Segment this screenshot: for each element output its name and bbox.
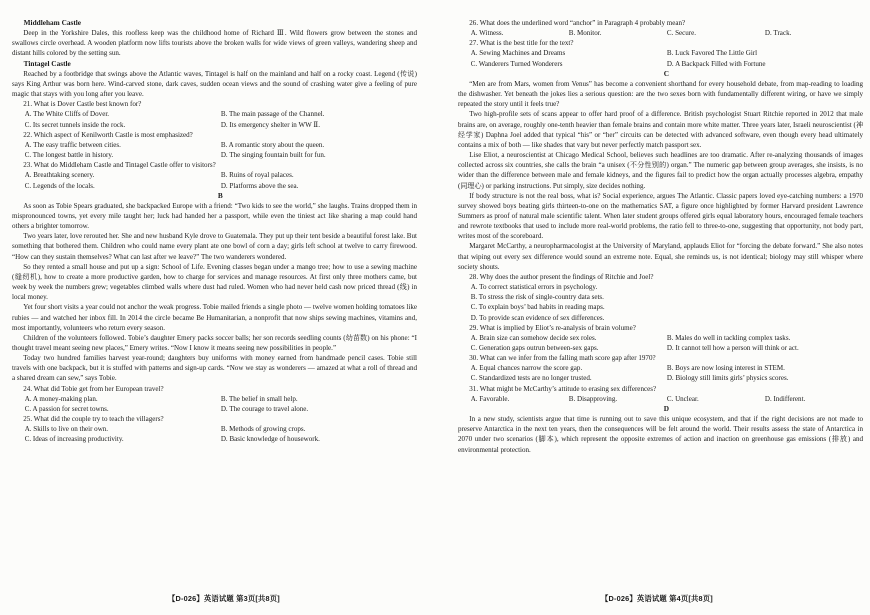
passage-b-paragraph-3: So they rented a small house and put up a sign: School of Life. Evening classes began under a mango tree; how to use a sewing machine (缝纫机), how to create a more productive garden, how to charge for services and manage resources. At first only three mothers came, but week by week the numbers grew; vegetables climbed walls where dust had ruled. Women who had never held cash now priced thread (线) in local money. [12, 262, 417, 302]
option-a[interactable]: A. Equal chances narrow the score gap. [470, 364, 583, 373]
option-b[interactable]: B. Luck Favored The Little Girl [666, 49, 758, 58]
section-c-heading: C [663, 68, 669, 78]
middleham-paragraph: Deep in the Yorkshire Dales, this roofless keep was the childhood home of Richard Ⅲ. Wild flowers grow between the stones and swallows circle overhead. A wooden platform now lifts tourists above the broken walls for wide views of green valleys, wandering sheep and distant hills colored by the setting sun. [12, 29, 417, 58]
option-b[interactable]: B. The main passage of the Channel. [220, 110, 325, 119]
tintagel-paragraph: Reached by a footbridge that swings above the Atlantic waves, Tintagel is half on the mainland and half on a rocky coast. Legend (传说) says King Arthur was born here. Wind-carved stone, dark caves, sudden ocean views and the sound of crashing water give a feeling of pure magic that stays with you long after you leave. [12, 69, 417, 99]
question-30 [458, 353, 863, 383]
option-c[interactable]: C. Secure. [666, 29, 697, 38]
option-d[interactable]: D. The singing fountain built for fun. [220, 151, 326, 160]
question-stem: 27. What is the best title for the text? [469, 39, 574, 48]
question-stem: 29. What is implied by Eliot’s re-analysis of brain volume? [469, 323, 636, 332]
passage-c-paragraph-5: Margaret McCarthy, a neuropharmacologist at the University of Maryland, applauds Eliot for “forcing the debate forward.” She also notes that wiping out every sex difference would sound an extreme note. Equal, she reminds us, is not identical; biology may still whisper where society shouts. [458, 242, 863, 271]
question-stem: 28. Why does the author present the findings of Ritchie and Joel? [469, 272, 654, 281]
option-c[interactable]: C. Ideas of increasing productivity. [24, 435, 124, 444]
option-b[interactable]: B. To stress the risk of single-country data sets. [470, 293, 604, 302]
question-31 [458, 384, 863, 404]
question-options [12, 140, 417, 160]
passage-b-paragraph-6: Today two hundred families harvest year-round; daughters buy uniforms with money earned from handmade pencil cases. Tobie still travels with one backpack, but it is stuffed with patterns and sign-up cards. “Now we stay as wonderers — amazed at what a roll of thread and a shared dream can sew,” says Tobie. [12, 354, 417, 383]
question-stem: 30. What can we infer from the falling math score gap after 1970? [469, 354, 656, 363]
option-b[interactable]: B. The belief in small help. [220, 394, 298, 403]
question-22 [12, 130, 417, 160]
option-c[interactable]: C. Standardized tests are no longer trusted. [470, 374, 592, 383]
option-b[interactable]: B. Males do well in tackling complex tasks. [666, 333, 791, 342]
option-d[interactable]: D. A Backpack Filled with Fortune [666, 59, 766, 68]
option-b[interactable]: B. Boys are now losing interest in STEM. [666, 364, 785, 373]
option-c[interactable]: C. Legends of the locals. [24, 181, 95, 190]
option-b[interactable]: B. Disapproving. [568, 394, 618, 403]
question-options [458, 48, 863, 68]
question-stem: 22. Which aspect of Kenilworth Castle is most emphasized? [23, 130, 193, 139]
option-a[interactable]: A. The White Cliffs of Dover. [24, 110, 110, 119]
passage-b-paragraph-4: Yet four short visits a year could not anchor the weak progress. Tobie mailed friends a single photo — twelve women holding tomatoes like rubies — and watched her inbox fill. In 2014 the circle became Be Humanitarian, a nonprofit that now ships sewing machines, vitamins and, most importantly, volunteers who return every season. [12, 303, 417, 332]
question-28 [458, 272, 863, 323]
question-options [458, 282, 863, 323]
question-stem: 31. What might be McCarthy’s attitude to erasing sex differences? [469, 384, 657, 393]
option-a[interactable]: A. Brain size can somehow decide sex roles. [470, 333, 597, 342]
question-24 [12, 384, 417, 414]
option-d[interactable]: D. Indifferent. [764, 394, 806, 403]
option-a[interactable]: A. To correct statistical errors in psychology. [470, 283, 598, 292]
question-27 [458, 38, 863, 68]
option-c[interactable]: C. Wanderers Turned Wonderers [470, 59, 563, 68]
option-c[interactable]: C. The longest battle in history. [24, 151, 114, 160]
passage-b-paragraph-5: Children of the volunteers followed. Tobie’s daughter Emery packs soccer balls; her son records seedling counts (幼苗数) on his phone: “I thought travel meant seeing new places,” Emery writes. “Now I know it means seeing new possibilities in people.” [12, 333, 417, 352]
question-stem: 26. What does the underlined word “anchor” in Paragraph 4 probably mean? [469, 19, 686, 27]
question-stem: 25. What did the couple try to teach the villagers? [23, 415, 164, 424]
question-options [12, 109, 417, 129]
question-stem: 24. What did Tobie get from her European travel? [23, 384, 164, 393]
option-b[interactable]: B. Ruins of royal palaces. [220, 171, 294, 180]
option-b[interactable]: B. A romantic story about the queen. [220, 140, 325, 149]
option-d[interactable]: D. Basic knowledge of housework. [220, 435, 320, 444]
option-d[interactable]: D. Its emergency shelter in WW Ⅱ. [220, 120, 320, 129]
option-c[interactable]: C. Unclear. [666, 394, 699, 403]
question-23 [12, 160, 417, 190]
option-b[interactable]: B. Monitor. [568, 29, 602, 38]
question-options [458, 394, 863, 404]
page-footer-right: 【D-026】英语试题 第4页[共8页] [601, 594, 713, 603]
right-page-column [458, 18, 863, 455]
question-options [12, 424, 417, 444]
option-a[interactable]: A. A money-making plan. [24, 394, 98, 403]
passage-c-paragraph-1: “Men are from Mars, women from Venus” has become a convenient shorthand for every household debate, from map-reading to loading the dishwasher. Yet beneath the jokes lies a serious question: are the two sexes born with fundamentally different wiring, or have we simply repeated the story until it feels true? [458, 79, 863, 109]
question-26 [458, 18, 863, 38]
question-options [458, 28, 863, 38]
option-d[interactable]: D. It cannot tell how a person will think or act. [666, 344, 799, 352]
option-d[interactable]: D. Biology still limits girls’ physics scores. [666, 374, 789, 383]
page-footer-left: 【D-026】英语试题 第3页[共8页] [168, 594, 280, 603]
middleham-heading: Middleham Castle [23, 18, 82, 27]
tintagel-heading: Tintagel Castle [23, 58, 71, 68]
option-c[interactable]: C. Generation gaps outrun between-sex gaps. [470, 344, 599, 352]
section-d-heading: D [663, 403, 669, 413]
option-d[interactable]: D. To provide scan evidence of sex differences. [470, 313, 605, 322]
option-a[interactable]: A. Favorable. [470, 394, 510, 403]
option-c[interactable]: C. To explain boys’ bad habits in reading maps. [470, 303, 605, 312]
option-d[interactable]: D. Platforms above the sea. [220, 181, 299, 190]
passage-b-paragraph-1: As soon as Tobie Spears graduated, she backpacked Europe with a friend: “Two kids to see the world,” she laughs. Trains dropped them in mispronounced towns, yet every mile taught her; luck had handed her a passport, while even the tiniest act like sharing a map could hand others a brighter tomorrow. [12, 201, 417, 231]
passage-c-paragraph-4: If body structure is not the real boss, what is? Social experience, argues The Atlantic. Classic papers loved eye-catching numbers: a 1970 survey showed boys beating girls thirteen-to-one on the mathematics SAT, a figure once highlighted by former Harvard president Lawrence Summers as proof of natural male scientific talent. When later student groups offered girls equal laboratory hours, encouraged female teachers and rewrote textbooks that used to include more real-world problems, the ratio fell to three-to-one, suggesting that opportunity, not body part, writes most of the scoreboard. [458, 191, 863, 241]
question-29 [458, 323, 863, 353]
question-stem: 23. What do Middleham Castle and Tintagel Castle offer to visitors? [23, 161, 216, 170]
question-options [12, 394, 417, 414]
passage-d-paragraph-1: In a new study, scientists argue that time is running out to save this unique ecosystem, and that if the right decisions are not made to preserve Antarctica in the next ten years, then the consequences will be felt around the world. Their results assess the state of Antarctica in 2070 under two scenarios (脚本), which represent the opposite extremes of action and inaction on greenhouse gas emissions (排放) and environmental protection. [458, 415, 863, 454]
question-25 [12, 414, 417, 444]
option-a[interactable]: A. The easy traffic between cities. [24, 140, 121, 149]
option-a[interactable]: A. Witness. [470, 29, 504, 38]
question-options [12, 170, 417, 190]
question-21 [12, 99, 417, 129]
option-d[interactable]: D. The courage to travel alone. [220, 404, 309, 413]
question-options [458, 333, 863, 353]
left-page-column [12, 18, 417, 445]
question-options [458, 363, 863, 383]
option-a[interactable]: A. Skills to live on their own. [24, 425, 109, 434]
option-a[interactable]: A. Breathtaking scenery. [24, 171, 95, 180]
option-b[interactable]: B. Methods of growing crops. [220, 425, 306, 434]
option-c[interactable]: C. Its secret tunnels inside the rock. [24, 120, 126, 129]
passage-c-paragraph-3: Lise Eliot, a neuroscientist at Chicago Medical School, believes such headlines are too dramatic. After re-analyzing thousands of images collected across six countries, she calls the brain “a unisex (不分性别的) organ.” The numeric gap between group averages, she insists, is no wider than the difference between male and female kidneys, and the figures fail to predict how the organ actually processes algebra, empathy (同理心) or parking instructions. Put simply, size decides nothing. [458, 151, 863, 190]
passage-c-paragraph-2: Two high-profile sets of scans appear to offer hard proof of a difference. British psychologist Stuart Ritchie reported in 2012 that male brains are, on average, roughly one-tenth heavier than female brains and contain more white matter. Three years later, Israeli neuroscientist (神经学家) Daphna Joel added that typical “his” or “her” circuits can be detected with advanced software, even though every head ultimately contains a mix of both — like shades that vary but never perfectly match passport sex. [458, 110, 863, 149]
option-c[interactable]: C. A passion for secret towns. [24, 404, 109, 413]
option-d[interactable]: D. Track. [764, 29, 792, 38]
passage-b-paragraph-2: Two years later, love rerouted her. She and new husband Kyle drove to Guatemala. They put up their tent beside a beautiful forest lake. But something that bothered them. Children who could name every plant ate one bowl of corn a day; girls left school at twelve to carry firewood. “How can they sustain themselves? What can last after we leave?” The two wanderers wondered. [12, 232, 417, 261]
section-b-heading: B [217, 190, 223, 200]
option-a[interactable]: A. Sewing Machines and Dreams [470, 49, 566, 58]
questions-21-23 [12, 99, 417, 190]
question-stem: 21. What is Dover Castle best known for? [23, 100, 142, 109]
